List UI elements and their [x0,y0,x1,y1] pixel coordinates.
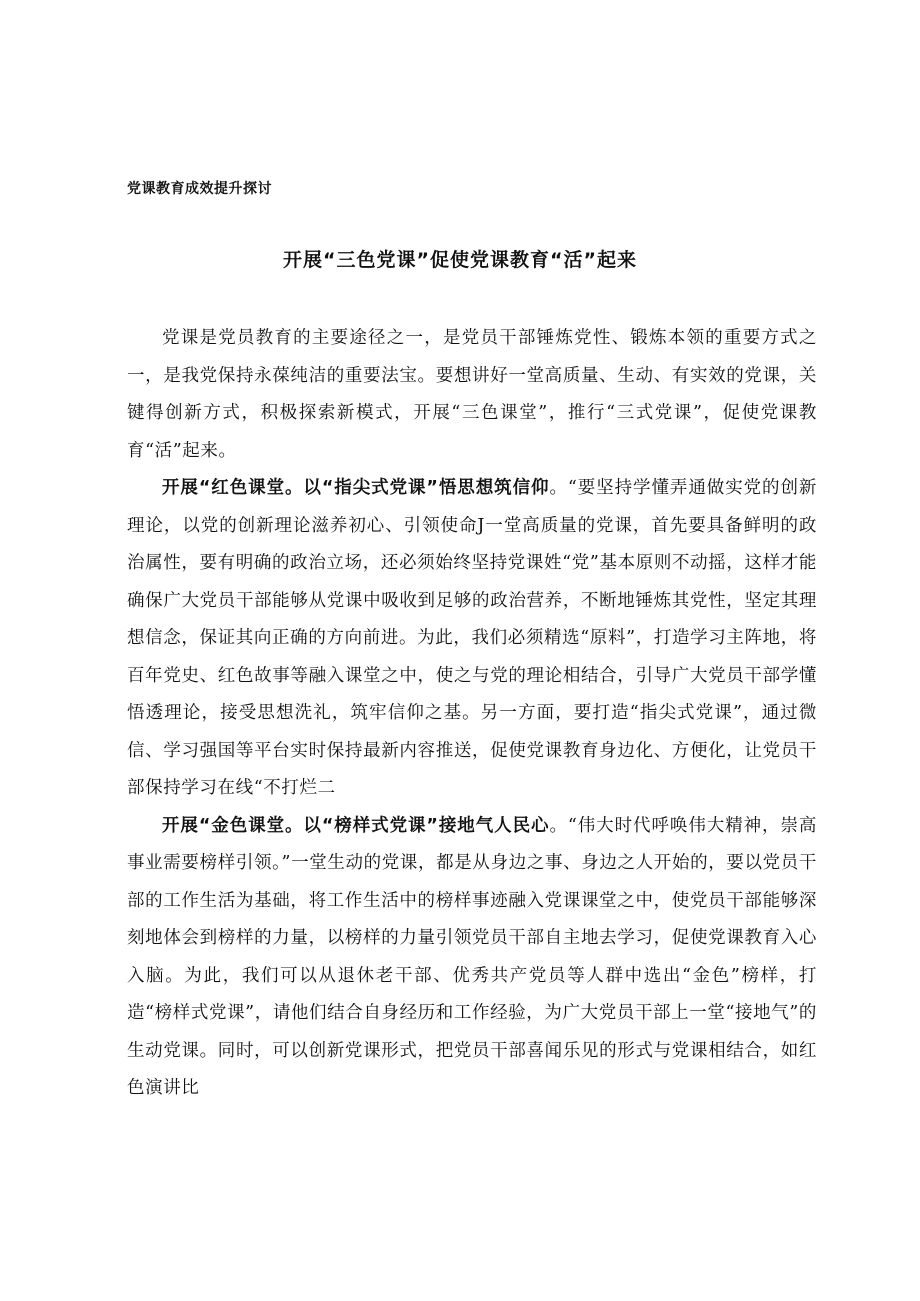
paragraph-text: 。“伟大时代呼唤伟大精神，崇高事业需要榜样引领。”一堂生动的党课，都是从身边之事、身边之人开始的，要以党员干部的工作生活为基础，将工作生活中的榜样事迹融入党课课堂之中，使党员干部能够深刻地体会到榜样的力量，以榜样的力量引领党员干部自主地去学习，促使党课教育入心入脑。为此，我们可以从退休老干部、优秀共产党员等人群中选出“金色”榜样，打造“榜样式党课”，请他们结合自身经历和工作经验，为广大党员干部上一堂“接地气”的生动党课。同时，可以创新党课形式，把党员干部喜闻乐见的形式与党课相结合，如红色演讲比 [127,815,818,1098]
paragraph-text: 党课是党员教育的主要途径之一，是党员干部锤炼党性、锻炼本领的重要方式之一，是我党保持永葆纯洁的重要法宝。要想讲好一堂高质量、生动、有实效的党课，关键得创新方式，积极探索新模式，开展“三色课堂”，推行“三式党课”，促使党课教育“活”起来。 [127,328,817,461]
paragraph-red-classroom [127,470,817,808]
paragraph-intro [127,320,817,470]
paragraph-heading: 开展“金色课堂。以“榜样式党课”接地气人民心 [162,815,550,836]
document-title: 开展“三色党课”促使党课教育“活”起来 [283,249,637,271]
paragraph-text: 。“要坚持学懂弄通做实党的创新理论，以党的创新理论滋养初心、引领使命J一堂高质量的党课，首先要具备鲜明的政治属性，要有明确的政治立场，还必须始终坚持党课姓“党”基本原则不动摇，这样才能确保广大党员干部能够从党课中吸收到足够的政治营养，不断地锤炼其党性，坚定其理想信念，保证其向正确的方向前进。为此，我们必须精选“原料”，打造学习主阵地，将百年党史、红色故事等融入课堂之中，使之与党的理论相结合，引导广大党员干部学懂悟透理论，接受思想洗礼，筑牢信仰之基。另一方面，要打造“指尖式党课”，通过微信、学习强国等平台实时保持最新内容推送，促使党课教育身边化、方便化，让党员干部保持学习在线“不打烂二 [127,478,818,798]
document-body [127,320,817,1108]
paragraph-gold-classroom [127,808,817,1108]
document-label: 党课教育成效提升探讨 [127,181,272,197]
paragraph-heading: 开展“红色课堂。以“指尖式党课”悟思想筑信仰 [162,478,550,498]
